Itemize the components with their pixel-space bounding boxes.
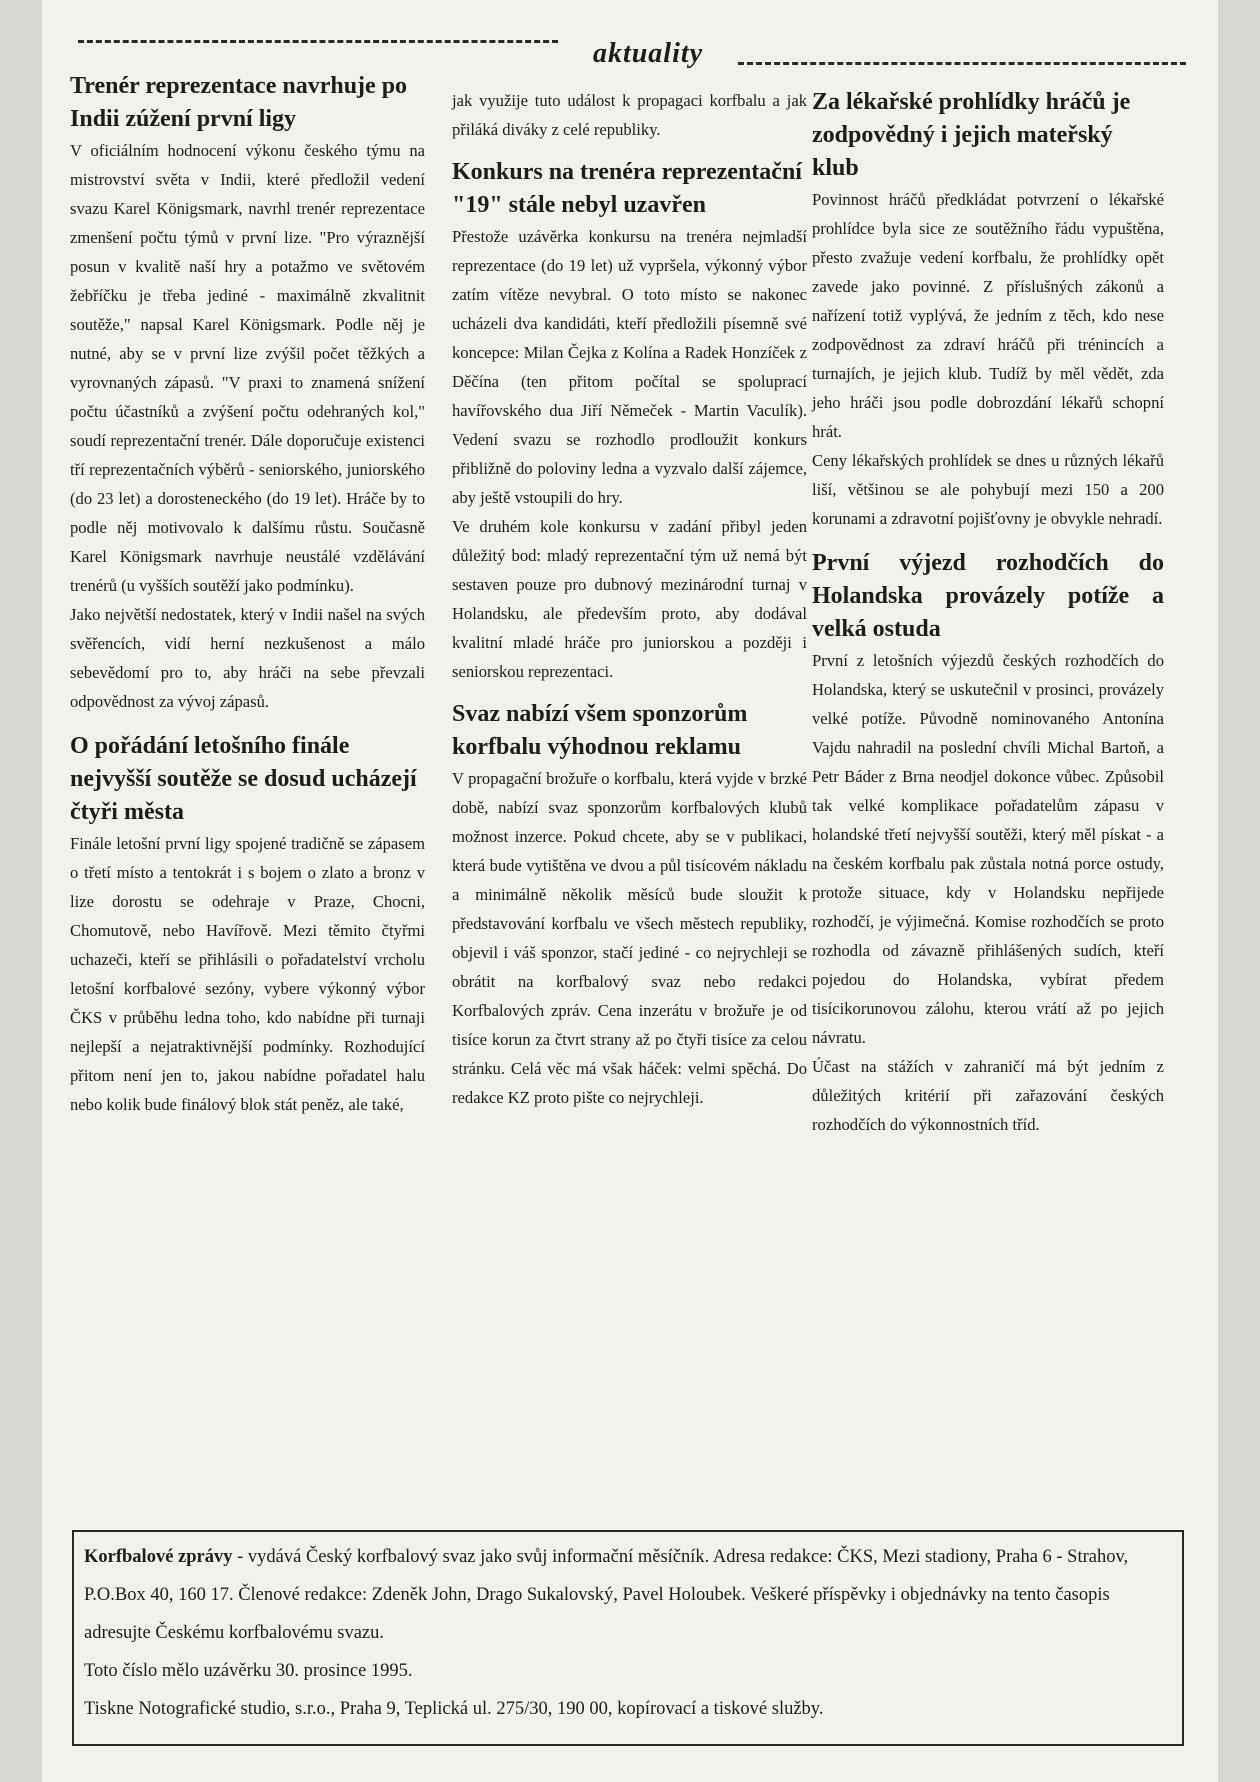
article-title: O pořádání letošního finále nejvyšší soutěže se dosud ucházejí čtyři města [70,733,417,825]
article-paragraph: Přestože uzávěrka konkursu na trenéra nejmladší reprezentace (do 19 let) už vypršela, výkonný výbor zatím vítěze nevybral. O toto místo se nakonec ucházeli dva kandidáti, kteří předložili písemně své koncepce: Milan Čejka z Kolína a Radek Honzíček z Děčína (ten přitom počítal se spoluprací havířovského dua Jiří Němeček - Martin Vaculík). Vedení svazu se rozhodlo prodloužit konkurs přibližně do poloviny ledna a vyzvalo další zájemce, aby ještě vstoupili do hry. [452,227,807,507]
imprint-publisher [84,1538,1174,1652]
article-u19-coach [452,156,807,686]
imprint-deadline: Toto číslo mělo uzávěrku 30. prosince 1995. [84,1661,413,1681]
article-sponsors [452,698,807,1112]
article-title: První výjezd rozhodčích do Holandska provázely potíže a velká ostuda [812,550,1164,642]
article-paragraph: Ve druhém kole konkursu v zadání přibyl jeden důležitý bod: mladý reprezentační tým už nemá být sestaven pouze pro dubnový mezinárodní turnaj v Holandsku, ale především proto, aby dodával kvalitní mladé hráče pro juniorskou a později i seniorskou reprezentaci. [452,517,807,681]
column-3 [812,86,1164,1139]
section-title: aktuality [592,38,704,69]
article-paragraph: První z letošních výjezdů českých rozhodčích do Holandska, který se uskutečnil v prosinci, provázely velké potíže. Původně nominovaného Antonína Vajdu nahradil na poslední chvíli Michal Bartoň, a Petr Báder z Brna neodjel dokonce vůbec. Způsobil tak velké komplikace pořadatelům zápasu v holandské třetí nejvyšší soutěži, který měl pískat - a na českém korfbalu pak zůstala notná porce ostudy, protože situace, kdy v Holandsku nepřijede rozhodčí, je výjimečná. Komise rozhodčích se proto rozhodla od závazně přihlášených sudích, kteří pojedou do Holandska, vybírat předem tisícikorunovou zálohu, kterou vrátí až po jejich návratu. [812,651,1164,1047]
header-rule-left [78,40,558,43]
article-final-hosts [70,730,425,1119]
imprint-title: Korfbalové zprávy [84,1547,233,1567]
imprint-publisher-text: - vydává Český korfbalový svaz jako svůj informační měsíčník. Adresa redakce: ČKS, Mezi stadiony, Praha 6 - Strahov, P.O.Box 40, 160 17. Členové redakce: Zdeněk John, Drago Sukalovský, Pavel Holoubek. Veškeré příspěvky i objednávky na tento časopis adresujte Českému korfbalovému svazu. [84,1547,1129,1643]
article-paragraph: Ceny lékařských prohlídek se dnes u různých lékařů liší, většinou se ale pohybují mezi 150 a 200 korunami a zdravotní pojišťovny je obvykle nehradí. [812,451,1164,528]
article-paragraph: Účast na stážích v zahraničí má být jedním z důležitých kritérií při zařazování českých rozhodčích do výkonnostních tříd. [812,1057,1164,1134]
article-title: Za lékařské prohlídky hráčů je zodpovědný i jejich mateřský klub [812,89,1131,181]
article-referees-holland [812,547,1164,1139]
column-2 [452,86,807,1112]
article-title: Trenér reprezentace navrhuje po Indii zúžení první ligy [70,73,408,132]
article-paragraph: jak využije tuto událost k propagaci korfbalu a jak přiláká diváky z celé republiky. [452,91,807,139]
article-paragraph: Povinnost hráčů předkládat potvrzení o lékařské prohlídce byla sice ze soutěžního řádu vypuštěna, přesto zvažuje vedení korfbalu, že prohlídky opět zavede jako povinné. Z příslušných zákonů a nařízení totiž vyplývá, že jedním z těch, kdo nese zodpovědnost za zdraví hráčů při trénincích a turnajích, je jejich klub. Tudíž by měl vědět, zda jeho hráči jsou podle dobrozdání lékařů schopní hrát. [812,190,1164,441]
imprint-box [72,1530,1184,1746]
article-title: Svaz nabízí všem sponzorům korfbalu výhodnou reklamu [452,701,748,760]
article-title: Konkurs na trenéra reprezentační "19" stále nebyl uzavřen [452,159,802,218]
column-1 [70,70,425,1119]
imprint-printer: Tiskne Notografické studio, s.r.o., Praha 9, Teplická ul. 275/30, 190 00, kopírovací a tiskové služby. [84,1699,824,1719]
newsletter-page [42,0,1218,1782]
article-paragraph: V oficiálním hodnocení výkonu českého týmu na mistrovství světa v Indii, které předložil vedení svazu Karel Königsmark, navrhl trenér reprezentace zmenšení počtu týmů v první lize. "Pro výraznější posun v kvalitě naší hry a potažmo ve světovém žebříčku je třeba jediné - maximálně zkvalitnit soutěže," napsal Karel Königsmark. Podle něj je nutné, aby se v první lize zvýšil počet těžkých a vyrovnaných zápasů. "V praxi to znamená snížení počtu účastníků a zvýšení počtu odehraných kol," soudí reprezentační trenér. Dále doporučuje existenci tří reprezentačních výběrů - seniorského, juniorského (do 23 let) a dorosteneckého (do 19 let). Hráče by to podle něj motivovalo k dalšímu růstu. Současně Karel Königsmark navrhuje neustálé vzdělávání trenérů (u vyšších soutěží jako podmínku). [70,141,425,595]
article-final-hosts-continued [452,86,807,144]
article-paragraph: Jako největší nedostatek, který v Indii našel na svých svěřencích, vidí herní nezkušenost a málo sebevědomí pro to, aby hráči na sebe převzali odpovědnost za vývoj zápasů. [70,605,425,711]
article-medical-checks [812,86,1164,533]
article-paragraph: V propagační brožuře o korfbalu, která vyjde v brzké době, nabízí svaz sponzorům korfbalových klubů možnost inzerce. Pokud chcete, aby se v publikaci, která bude vytištěna ve dvou a půl tisícovém nákladu a minimálně několik měsíců bude sloužit k představování korfbalu ve všech městech republiky, objevil i váš sponzor, stačí jediné - co nejrychleji se obrátit na korfbalový svaz nebo redakci Korfbalových zpráv. Cena inzerátu v brožuře je od tisíce korun za čtvrt strany až po čtyři tisíce za celou stránku. Celá věc má však háček: velmi spěchá. Do redakce KZ proto pište co nejrychleji. [452,769,807,1107]
article-paragraph: Finále letošní první ligy spojené tradičně se zápasem o třetí místo a tentokrát i s bojem o zlato a bronz v lize dorostu se odehraje v Praze, Chocni, Chomutově, nebo Havířově. Mezi těmito čtyřmi uchazeči, kteří se přihlásili o pořadatelství vrcholu letošní korfbalové sezóny, vybere výkonný výbor ČKS v průběhu ledna toho, kdo nabídne při turnaji nejlepší a nejatraktivnější podmínky. Rozhodující přitom není jen to, jakou nabídne pořadatel halu nebo kolik bude finálový blok stát peněz, ale také, [70,834,425,1114]
header-rule-right [738,62,1186,65]
article-coach-proposal [70,70,425,716]
